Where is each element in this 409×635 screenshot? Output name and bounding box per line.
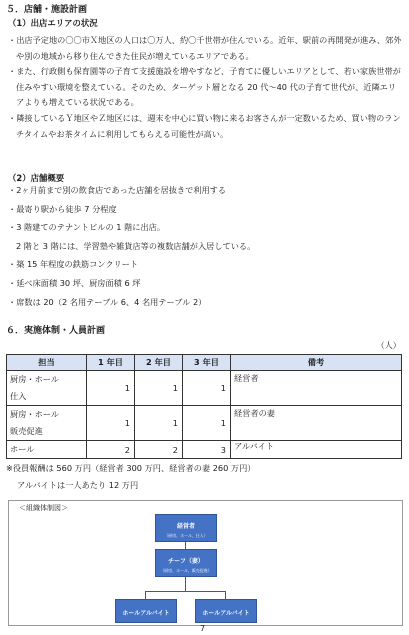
staffing-table <box>6 354 402 459</box>
owner-sub: （厨房、ホール、仕入） <box>164 533 208 538</box>
column-header: 2 年目 <box>135 355 183 371</box>
year1-cell: 2 <box>87 441 135 459</box>
table-row <box>7 371 402 406</box>
org-chart-title: ＜組織体制図＞ <box>19 504 68 512</box>
overview-heading: （2）店舗概要 <box>8 173 65 183</box>
overview-list <box>8 181 404 311</box>
role-line: 仕入 <box>10 391 27 401</box>
column-header: 担当 <box>7 355 87 371</box>
overview-item: ・延べ床面積 30 坪、厨房面積 6 坪 <box>8 277 141 288</box>
chief-sub: （厨房、ホール、販売促進） <box>160 568 212 573</box>
part-timer-box <box>115 599 177 623</box>
chief-box <box>155 549 217 577</box>
role-line: 厨房・ホール <box>10 374 59 384</box>
role-line: 販売促進 <box>10 426 43 436</box>
area-bullet: ・出店予定地の〇〇市Ｘ地区の人口は〇万人、約〇千世帯が住んでいる。近年、駅前の再開発が進み、郊外や別の地域から移り住んできた住民が増えているエリアである。 <box>8 35 402 61</box>
column-header: 備考 <box>231 355 402 371</box>
column-header: 1 年目 <box>87 355 135 371</box>
section-6-title: ６．実施体制・人員計画 <box>6 326 106 336</box>
org-chart <box>8 500 403 626</box>
connector-line <box>185 542 186 549</box>
unit-label: （人） <box>376 340 401 350</box>
overview-item: ・席数は 20（2 名用テーブル 6、4 名用テーブル 2） <box>8 296 207 307</box>
role-cell <box>7 371 87 406</box>
section-5-title: ５．店舗・施設計画 <box>6 5 88 15</box>
year1-cell: 1 <box>87 406 135 441</box>
chief-title: チーフ（妻） <box>168 558 204 565</box>
part-timer-label: ホールアルバイト <box>202 610 250 617</box>
column-header: 3 年目 <box>183 355 231 371</box>
overview-item: 2 階と 3 階には、学習塾や雑貨店等の複数店舗が入居している。 <box>16 240 256 251</box>
overview-item: ・3 階建てのテナントビルの 1 階に出店。 <box>8 222 166 233</box>
year2-cell: 1 <box>135 406 183 441</box>
area-bullet: ・また、行政側も保育園等の子育て支援施設を増やすなど、子育てに優しいエリアとして、若い家族世帯が住みやすい環境を整えている。そのため、ターゲット層となる 20 代〜40 代の子育て世代が、近隣エリアよりも増えている状況である。 <box>8 66 401 108</box>
year3-cell: 1 <box>183 371 231 406</box>
role-cell <box>7 406 87 441</box>
year3-cell: 1 <box>183 406 231 441</box>
overview-item: ・最寄り駅から徒歩 7 分程度 <box>8 203 117 214</box>
table-row <box>7 441 402 459</box>
footnote: ※役員報酬は 560 万円（経営者 300 万円、経営者の妻 260 万円） <box>6 463 256 473</box>
owner-box <box>155 514 217 542</box>
year1-cell: 1 <box>87 371 135 406</box>
connector-line <box>185 577 186 591</box>
role-cell: ホール <box>7 441 87 459</box>
area-bullet: ・隣接しているＹ地区やＺ地区には、週末を中心に買い物に来るお客さんが一定数いるため、買い物のランチタイムやお茶タイムに利用してもらえる可能性が高い。 <box>8 112 401 139</box>
role-line: 厨房・ホール <box>10 409 59 419</box>
year2-cell: 2 <box>135 441 183 459</box>
table-row <box>7 406 402 441</box>
connector-line <box>145 591 226 592</box>
footnote: アルバイトは一人あたり 12 万円 <box>17 480 139 490</box>
connector-line <box>225 591 226 599</box>
owner-title: 経営者 <box>176 523 195 530</box>
note-cell: 経営者 <box>231 371 402 406</box>
overview-item: ・築 15 年程度の鉄筋コンクリート <box>8 259 139 270</box>
note-cell: 経営者の妻 <box>231 406 402 441</box>
connector-line <box>145 591 146 599</box>
page-number: 7 <box>200 624 206 633</box>
area-heading: （1）出店エリアの状況 <box>8 18 98 28</box>
area-paragraphs <box>8 33 404 142</box>
overview-item: ・2ヶ月前まで別の飲食店であった店舗を居抜きで利用する <box>8 185 227 195</box>
note-cell: アルバイト <box>231 441 402 459</box>
part-timer-label: ホールアルバイト <box>122 610 170 617</box>
part-timer-box <box>195 599 257 623</box>
year2-cell: 1 <box>135 371 183 406</box>
table-header-row <box>7 355 402 371</box>
year3-cell: 3 <box>183 441 231 459</box>
